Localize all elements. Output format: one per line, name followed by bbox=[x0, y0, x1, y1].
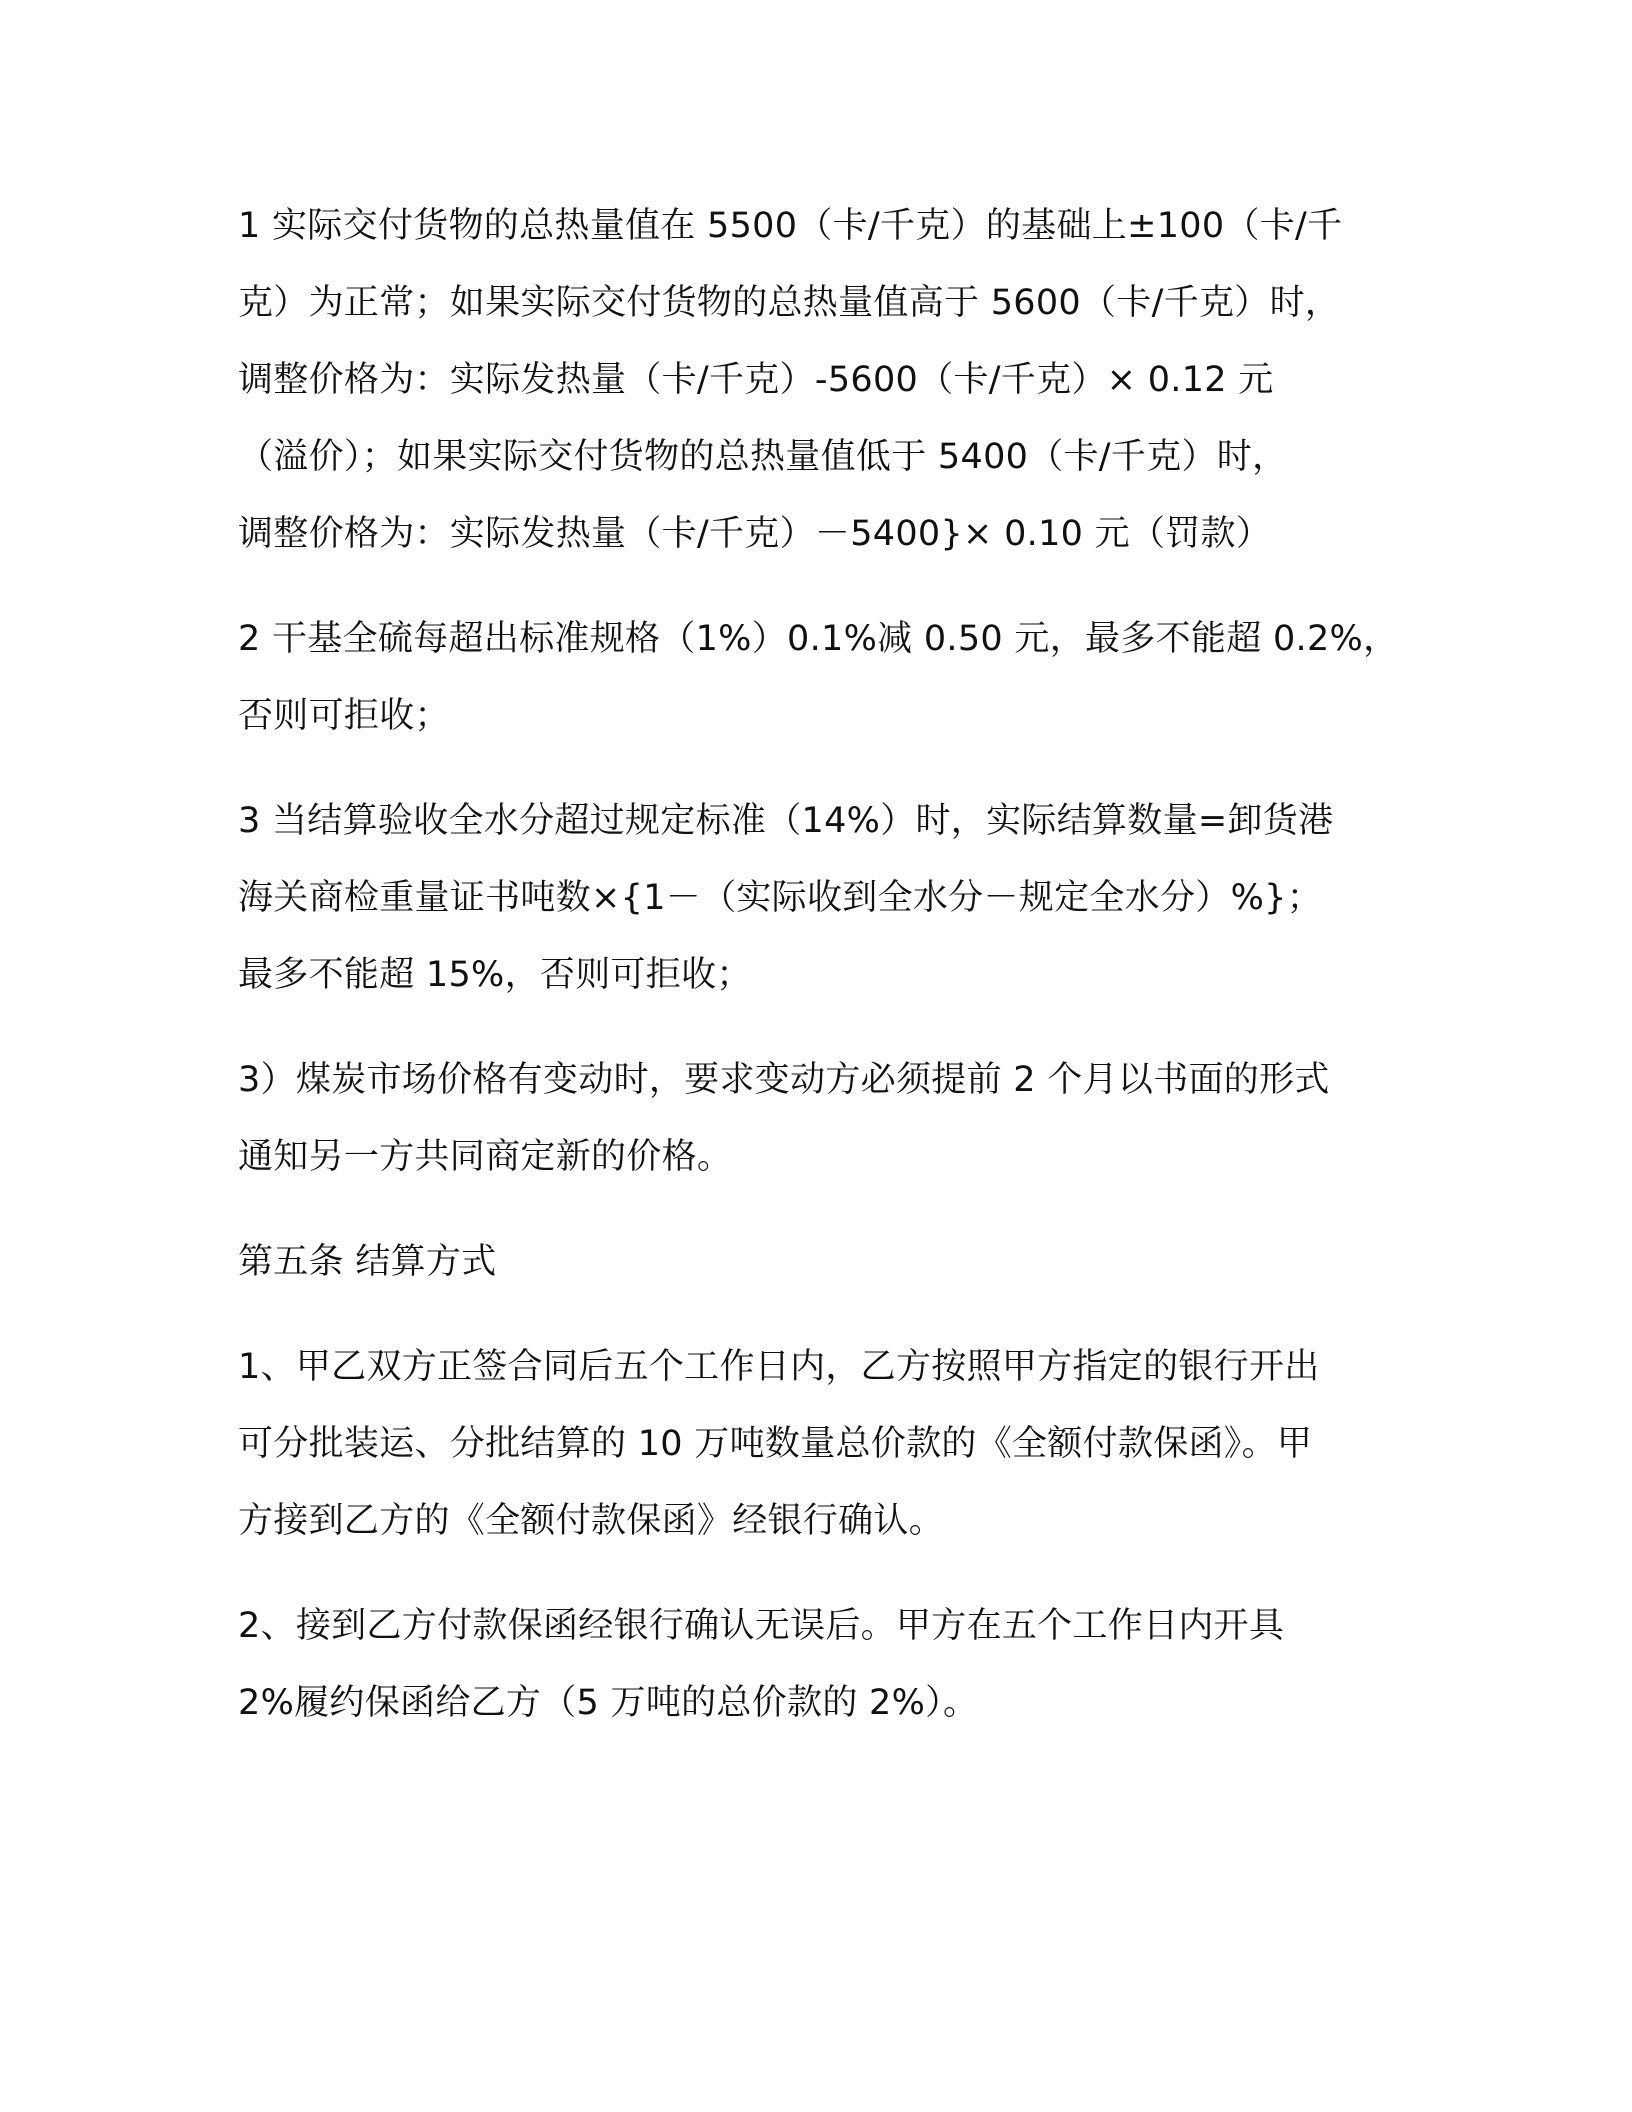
text-line: 海关商检重量证书吨数×{1－（实际收到全水分－规定全水分）%}； bbox=[238, 878, 1322, 918]
text-line: 可分批装运、分批结算的 10 万吨数量总价款的《全额付款保函》。甲 bbox=[238, 1424, 1313, 1464]
section-heading-article-5 bbox=[238, 1224, 1408, 1301]
text-line: 2、接到乙方付款保函经银行确认无误后。甲方在五个工作日内开具 bbox=[238, 1606, 1285, 1646]
text-line: 调整价格为：实际发热量（卡/千克）－5400}× 0.10 元（罚款） bbox=[238, 514, 1272, 554]
text-line: 方接到乙方的《全额付款保函》经银行确认。 bbox=[238, 1501, 945, 1541]
text-line: 3 当结算验收全水分超过规定标准（14%）时，实际结算数量=卸货港 bbox=[238, 801, 1334, 841]
text-line: 最多不能超 15%，否则可拒收； bbox=[238, 955, 752, 995]
paragraph-payment-guarantee bbox=[238, 1329, 1408, 1560]
paragraph-performance-guarantee bbox=[238, 1588, 1408, 1742]
text-line: 2%履约保函给乙方（5 万吨的总价款的 2%）。 bbox=[238, 1683, 979, 1723]
text-line: 克）为正常；如果实际交付货物的总热量值高于 5600（卡/千克）时， bbox=[238, 283, 1341, 323]
text-line: 1 实际交付货物的总热量值在 5500（卡/千克）的基础上±100（卡/千 bbox=[238, 206, 1343, 246]
text-line: 否则可拒收； bbox=[238, 696, 450, 736]
text-line: 2 干基全硫每超出标准规格（1%）0.1%减 0.50 元，最多不能超 0.2%， bbox=[238, 619, 1399, 659]
paragraph-sulfur-adjustment bbox=[238, 601, 1408, 755]
text-line: 调整价格为：实际发热量（卡/千克）-5600（卡/千克）× 0.12 元 bbox=[238, 360, 1274, 400]
paragraph-calorific-adjustment bbox=[238, 188, 1408, 573]
text-line: 通知另一方共同商定新的价格。 bbox=[238, 1137, 733, 1177]
section-heading: 第五条 结算方式 bbox=[238, 1242, 497, 1282]
text-line: 1、甲乙双方正签合同后五个工作日内，乙方按照甲方指定的银行开出 bbox=[238, 1347, 1320, 1387]
document-body bbox=[238, 188, 1408, 1770]
text-line: （溢价）；如果实际交付货物的总热量值低于 5400（卡/千克）时， bbox=[238, 437, 1288, 477]
paragraph-moisture-adjustment bbox=[238, 783, 1408, 1014]
text-line: 3）煤炭市场价格有变动时，要求变动方必须提前 2 个月以书面的形式 bbox=[238, 1060, 1330, 1100]
paragraph-price-change bbox=[238, 1042, 1408, 1196]
